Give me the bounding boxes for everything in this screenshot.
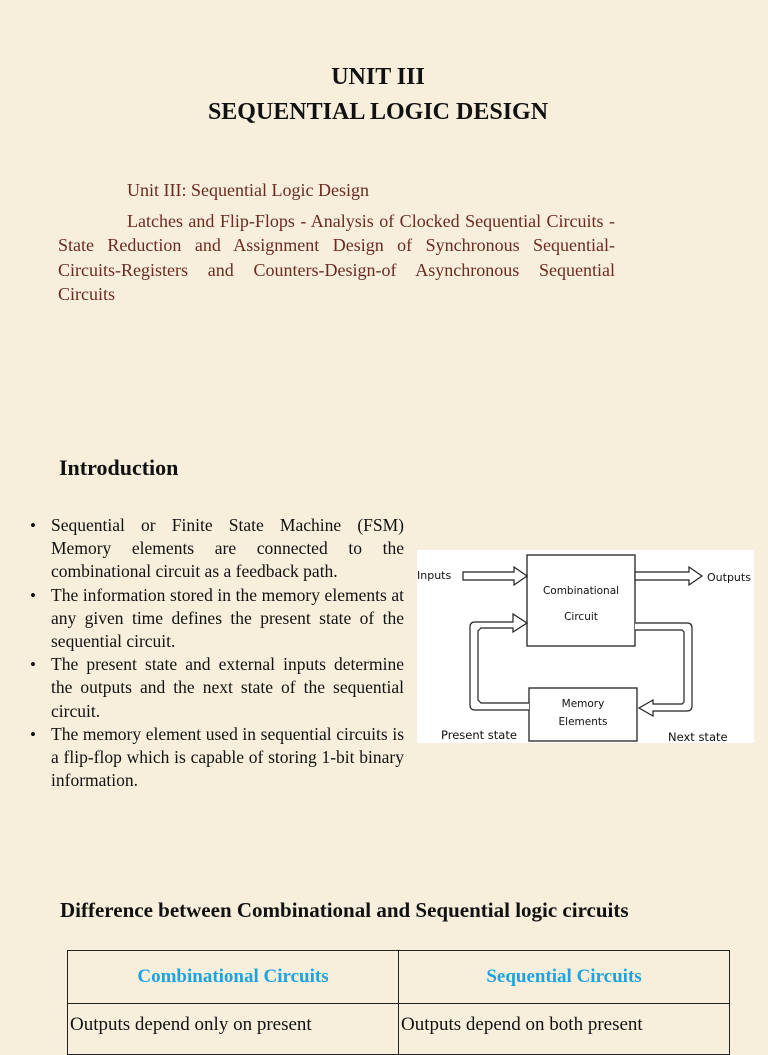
next-state-label: Next state	[668, 730, 728, 743]
difference-heading: Difference between Combinational and Sequential logic circuits	[60, 898, 629, 922]
list-item	[30, 584, 404, 654]
column-header-sequential: Sequential Circuits	[399, 951, 730, 1004]
page-title: SEQUENTIAL LOGIC DESIGN	[207, 99, 549, 125]
memory-label: Memory	[561, 698, 605, 710]
combinational-label: Combinational	[542, 585, 620, 597]
syllabus-body: Latches and Flip-Flops - Analysis of Clocked Sequential Circuits - State Reduction and Assignment Design of Synchronous Sequential-Circuits-Registers and Counters-Design-of Asynchronous Sequential Circuits	[58, 210, 615, 305]
combinational-box	[527, 555, 635, 646]
bullet-icon: •	[30, 585, 36, 605]
syllabus-heading: Unit III: Sequential Logic Design	[127, 180, 369, 200]
bullet-icon: •	[30, 516, 36, 535]
table-row	[68, 1004, 730, 1055]
outputs-arrow	[635, 567, 702, 585]
inputs-arrow	[463, 567, 527, 585]
list-item	[30, 723, 404, 793]
table-cell: Outputs depend on both present	[399, 1004, 730, 1055]
column-header-combinational: Combinational Circuits	[68, 951, 399, 1004]
unit-label: UNIT III	[331, 64, 425, 90]
list-item	[30, 514, 404, 584]
sequential-circuit-diagram	[417, 550, 754, 743]
outputs-label: Outputs	[707, 571, 751, 584]
list-item	[30, 653, 404, 723]
bullet-icon: •	[30, 724, 36, 744]
bullet-text: Sequential or Finite State Machine (FSM) Memory elements are connected to the combinational circuit as a feedback path.	[51, 515, 404, 582]
elements-label: Elements	[558, 716, 608, 728]
table-cell: Outputs depend only on present	[68, 1004, 399, 1055]
table-header-row	[68, 951, 730, 1004]
inputs-label: Inputs	[417, 569, 452, 582]
present-state-label: Present state	[441, 728, 517, 742]
introduction-list	[30, 514, 404, 792]
syllabus-block	[58, 178, 615, 307]
comparison-table	[67, 950, 730, 1055]
bullet-icon: •	[30, 655, 36, 675]
present-state-arrow	[470, 614, 529, 710]
introduction-heading: Introduction	[59, 455, 179, 480]
bullet-text: The present state and external inputs determine the outputs and the next state of the sequential circuit.	[51, 654, 404, 721]
bullet-text: The memory element used in sequential circuits is a flip-flop which is capable of storing 1-bit binary information.	[51, 723, 404, 791]
bullet-text: The information stored in the memory elements at any given time defines the present state of the sequential circuit.	[51, 584, 404, 652]
circuit-label: Circuit	[564, 611, 598, 623]
next-state-arrow	[635, 623, 692, 716]
memory-box	[529, 688, 637, 741]
